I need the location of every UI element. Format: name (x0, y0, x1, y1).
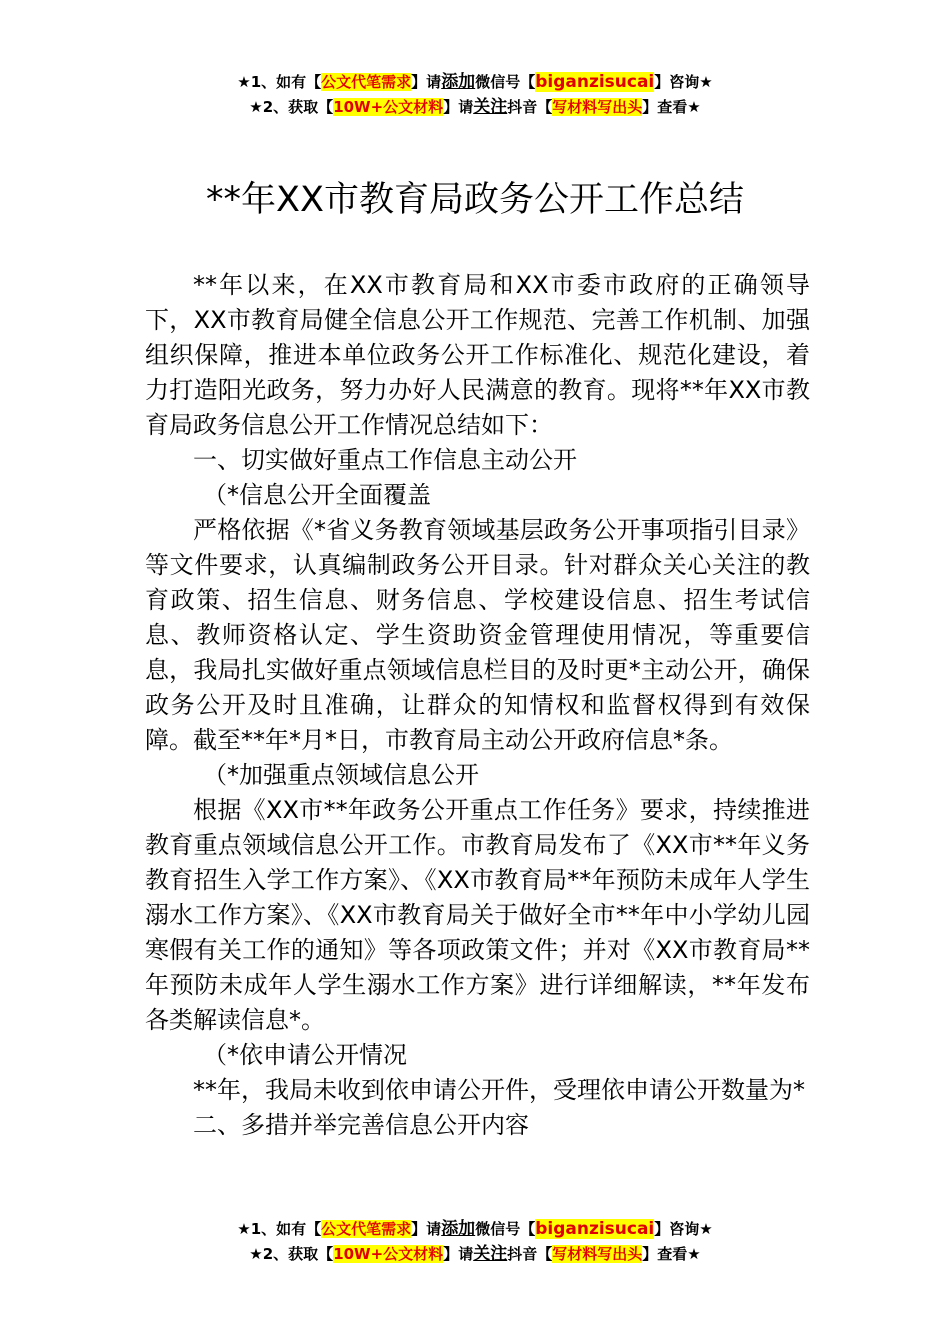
banner-text: 抖音【 (507, 1245, 553, 1263)
subsection-heading-2: （*加强重点领域信息公开 (203, 761, 479, 789)
banner-text: 】咨询★ (654, 1220, 713, 1238)
banner-highlight: 写材料写出头 (552, 98, 643, 116)
banner-text: 抖音【 (507, 98, 553, 116)
banner-line-2 (0, 95, 950, 120)
section-heading-2: 二、多措并举完善信息公开内容 (193, 1111, 529, 1139)
banner-text: 】请 (443, 1245, 474, 1263)
footer-banner (0, 1217, 950, 1267)
banner-text: ★2、获取【 (249, 1245, 334, 1263)
banner-underline: 关注 (473, 97, 508, 117)
subsection-heading-3: （*依申请公开情况 (203, 1041, 407, 1069)
banner-text: 】咨询★ (654, 73, 713, 91)
banner-text: 微信号【 (475, 73, 536, 91)
banner-line-2 (0, 1242, 950, 1267)
banner-text: ★2、获取【 (249, 98, 334, 116)
banner-line-1 (0, 70, 950, 95)
paragraph-1: 严格依据《*省义务教育领域基层政务公开事项指引目录》等文件要求，认真编制政务公开目录。针对群众关心关注的教育政策、招生信息、财务信息、学校建设信息、招生考试信息、教师资格认定、学生资助资金管理使用情况，等重要信息，我局扎实做好重点领域信息栏目的及时更*主动公开，确保政务公开及时且准确，让群众的知情权和监督权得到有效保障。截至**年*月*日，市教育局主动公开政府信息*条。 (145, 516, 810, 754)
banner-highlight: biganzisucai (535, 72, 655, 92)
banner-underline: 关注 (473, 1244, 508, 1264)
banner-highlight: 10W+公文材料 (333, 98, 444, 116)
banner-text: 】请 (411, 73, 442, 91)
banner-line-1 (0, 1217, 950, 1242)
banner-text: ★1、如有【 (237, 1220, 322, 1238)
banner-underline: 添加 (441, 1219, 476, 1239)
banner-text: ★1、如有【 (237, 73, 322, 91)
banner-highlight: 公文代笔需求 (321, 73, 412, 91)
paragraph-intro: **年以来，在XX市教育局和XX市委市政府的正确领导下，XX市教育局健全信息公开工作规范、完善工作机制、加强组织保障，推进本单位政务公开工作标准化、规范化建设，着力打造阳光政务，努力办好人民满意的教育。现将**年XX市教育局政务信息公开工作情况总结如下： (145, 271, 810, 439)
banner-text: 】请 (443, 98, 474, 116)
document-title: **年XX市教育局政务公开工作总结 (206, 180, 744, 220)
banner-text: 】查看★ (642, 98, 701, 116)
banner-highlight: 公文代笔需求 (321, 1220, 412, 1238)
banner-highlight: biganzisucai (535, 1219, 655, 1239)
document-body (145, 268, 810, 1143)
paragraph-2: 根据《XX市**年政务公开重点工作任务》要求，持续推进教育重点领域信息公开工作。市教育局发布了《XX市**年义务教育招生入学工作方案》、《XX市教育局**年预防未成年人学生溺水工作方案》、《XX市教育局关于做好全市**年中小学幼儿园寒假有关工作的通知》等各项政策文件；并对《XX市教育局**年预防未成年人学生溺水工作方案》进行详细解读，**年发布各类解读信息*。 (145, 796, 810, 1034)
banner-highlight: 写材料写出头 (552, 1245, 643, 1263)
banner-underline: 添加 (441, 72, 476, 92)
banner-highlight: 10W+公文材料 (333, 1245, 444, 1263)
banner-text: 】查看★ (642, 1245, 701, 1263)
section-heading-1: 一、切实做好重点工作信息主动公开 (193, 446, 577, 474)
header-banner (0, 70, 950, 120)
paragraph-3: **年，我局未收到依申请公开件，受理依申请公开数量为* (193, 1076, 805, 1104)
banner-text: 】请 (411, 1220, 442, 1238)
subsection-heading-1: （*信息公开全面覆盖 (203, 481, 431, 509)
banner-text: 微信号【 (475, 1220, 536, 1238)
